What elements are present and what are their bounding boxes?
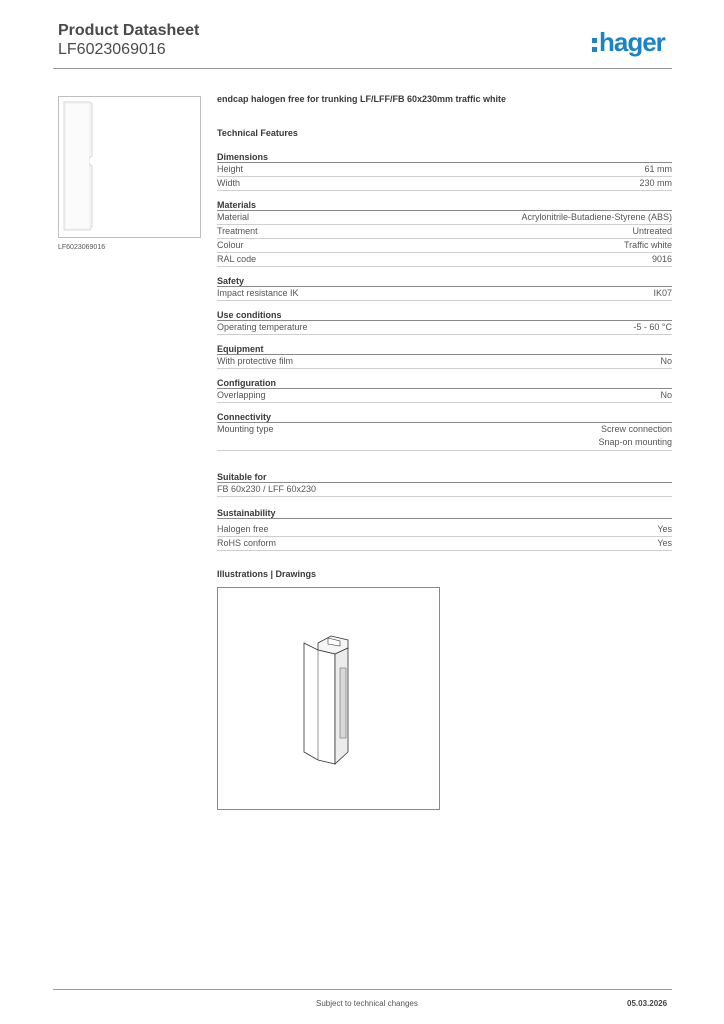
product-description: endcap halogen free for trunking LF/LFF/FB 60x230mm traffic white	[217, 94, 507, 104]
spec-row: With protective film No	[217, 355, 672, 369]
spec-row: Colour Traffic white	[217, 239, 672, 253]
technical-features-heading: Technical Features	[217, 128, 298, 138]
section-sustainability	[217, 507, 672, 551]
section-title: Suitable for	[217, 471, 672, 483]
section-title: Sustainability	[217, 507, 672, 519]
section-materials	[217, 199, 672, 267]
footer-date: 05.03.2026	[627, 999, 668, 1008]
main-content	[217, 94, 672, 810]
section-connectivity	[217, 411, 672, 451]
spec-row: Operating temperature -5 - 60 °C	[217, 321, 672, 335]
logo-dots-icon	[592, 34, 597, 54]
spec-row: Impact resistance IK IK07	[217, 287, 672, 301]
spec-row: Width 230 mm	[217, 177, 672, 191]
section-title: Connectivity	[217, 411, 672, 423]
spec-row: Material Acrylonitrile-Butadiene-Styrene (ABS)	[217, 211, 672, 225]
section-equipment	[217, 343, 672, 369]
spec-row: Mounting type Screw connection Snap-on mounting	[217, 423, 672, 451]
section-title: Configuration	[217, 377, 672, 389]
illustrations-heading: Illustrations | Drawings	[217, 569, 317, 579]
header	[58, 22, 199, 59]
section-title: Safety	[217, 275, 672, 287]
spec-row: Height 61 mm	[217, 163, 672, 177]
section-dimensions	[217, 151, 672, 191]
section-title: Dimensions	[217, 151, 672, 163]
spec-row: Treatment Untreated	[217, 225, 672, 239]
product-code: LF6023069016	[58, 41, 166, 58]
spec-row: FB 60x230 / LFF 60x230	[217, 483, 672, 497]
section-configuration	[217, 377, 672, 403]
spec-row: Overlapping No	[217, 389, 672, 403]
product-image-caption: LF6023069016	[58, 244, 106, 251]
illustration-frame	[217, 587, 440, 810]
spec-row: Halogen free Yes	[217, 523, 672, 537]
endcap-drawing	[218, 588, 441, 811]
section-safety	[217, 275, 672, 301]
header-divider	[53, 68, 672, 69]
spec-row: RAL code 9016	[217, 253, 672, 267]
product-image-frame	[58, 96, 201, 238]
spec-row: RoHS conform Yes	[217, 537, 672, 551]
footer-divider	[53, 989, 672, 990]
section-title: Materials	[217, 199, 672, 211]
section-use-conditions	[217, 309, 672, 335]
section-suitable-for	[217, 471, 672, 497]
section-title: Use conditions	[217, 309, 672, 321]
footer-note: Subject to technical changes	[316, 999, 418, 1008]
page-title: Product Datasheet	[58, 22, 200, 39]
section-title: Equipment	[217, 343, 672, 355]
endcap-product-image	[62, 100, 148, 234]
hager-logo: hager	[592, 27, 665, 58]
